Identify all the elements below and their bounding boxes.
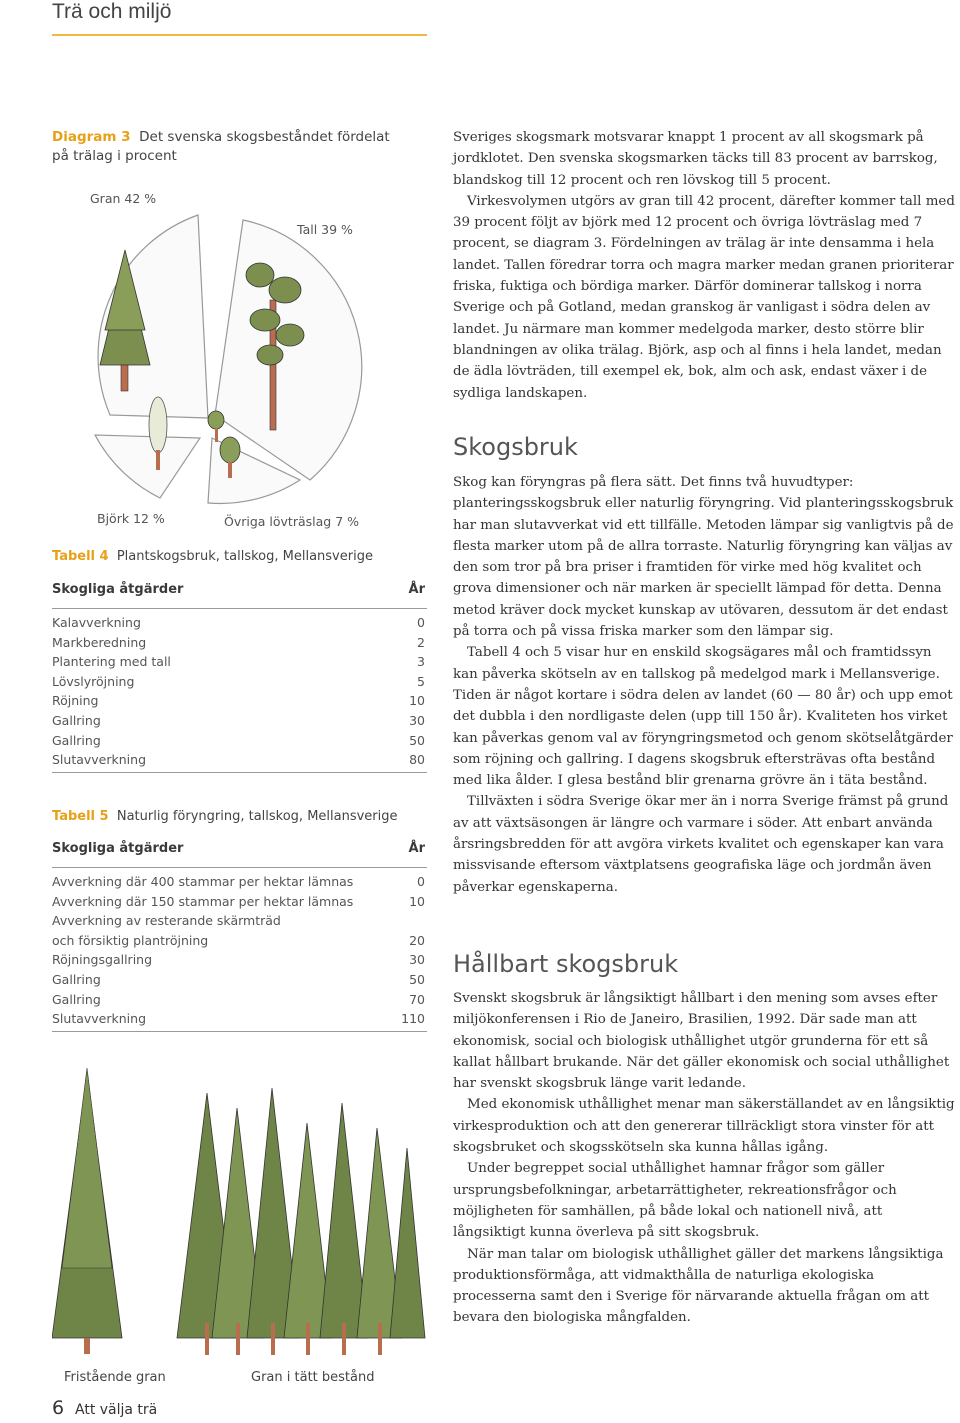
table-row bbox=[52, 672, 427, 692]
table-cell-year: 0 bbox=[417, 615, 425, 630]
table4-label: Tabell 4 bbox=[52, 549, 109, 564]
table-cell-action: Gallring bbox=[52, 732, 101, 748]
hallbart-paragraph: När man talar om biologisk uthållighet gäller det markens långsiktiga produktionsförmåga, att vidmakthålla de naturliga ekologiska processerna samt den i Sverige för närvarande aktuella frågan om att bevara den biologiska mångfalden. bbox=[453, 1246, 944, 1326]
table4-col-action: Skogliga åtgärder bbox=[52, 582, 184, 597]
table-row bbox=[52, 970, 427, 990]
table-row bbox=[52, 931, 427, 951]
table-cell-year: 30 bbox=[409, 712, 425, 728]
table-row bbox=[52, 990, 427, 1010]
table-row bbox=[52, 872, 427, 892]
pie-chart bbox=[40, 180, 420, 520]
table4-bottom-rule bbox=[52, 772, 427, 773]
pie-label-tall: Tall 39 % bbox=[297, 222, 353, 237]
diagram-title: Det svenska skogsbeståndet fördelat på trälag i procent bbox=[52, 129, 390, 164]
table-cell-year: 10 bbox=[409, 693, 425, 709]
table-cell-action: Avverkning där 150 stammar per hektar lämnas bbox=[52, 893, 354, 909]
pie-slice-gran bbox=[98, 215, 208, 418]
table5-title: Naturlig föryngring, tallskog, Mellansverige bbox=[116, 809, 398, 824]
table4-title: Plantskogsbruk, tallskog, Mellansverige bbox=[116, 549, 373, 564]
table-cell-action: och försiktig plantröjning bbox=[52, 932, 209, 948]
header-rule bbox=[52, 34, 427, 36]
table-cell-action: Gallring bbox=[52, 712, 101, 728]
table-cell-action: Slutavverkning bbox=[52, 1011, 147, 1027]
table-row bbox=[52, 691, 427, 711]
table-cell-year: 20 bbox=[409, 932, 425, 948]
table-cell-action: Röjning bbox=[52, 693, 99, 709]
footer-title: Att välja trä bbox=[75, 1402, 158, 1418]
skogsbruk-paragraph: Tabell 4 och 5 visar hur en enskild skogsägares mål och framtidssyn kan påverka skötseln av en tallskog på medelgod mark i Mellansverige. Tiden är något kortare i södra delen av landet (60 — 80 år) och upp emot det dubbla i den nordligaste delen (upp till 150 år). Kvaliteten hos virket kan påverkas genom val av föryngringsmetod och genom skötselåtgärder som röjning och gallring. I dagens skogsbruk eftersträvas ofta bestånd med lika ålder. I glesa bestånd blir grenarna grövre än i täta bestånd. bbox=[453, 645, 953, 789]
table5-col-year: År bbox=[408, 841, 425, 856]
table5-bottom-rule bbox=[52, 1031, 427, 1032]
hallbart-text bbox=[453, 988, 958, 1329]
intro-paragraph: Virkesvolymen utgörs av gran till 42 procent, därefter kommer tall med 39 procent följt av björk med 12 procent och övriga lövträslag med 7 procent, se diagram 3. Fördelningen av trälag är inte densamma i hela landet. Tallen föredrar torra och magra marker medan granen prioriterar friska, fuktiga och bördiga marker. Därför dominerar tallskog i norra Sverige och på Gotland, medan granskog är vanligast i södra delen av landet. Ju närmare man kommer medelgoda marker, desto större blir blandningen av olika trälag. Björk, asp och al finns i hela landet, medan de ädla lövträden, till exempel ek, bok, alm och ask, endast växer i de sydliga landskapen. bbox=[453, 193, 955, 401]
table-cell-action: Markberedning bbox=[52, 634, 147, 650]
table-row bbox=[52, 911, 427, 931]
intro-text bbox=[453, 127, 958, 404]
table-row bbox=[52, 613, 427, 633]
caption-solitary-spruce: Fristående gran bbox=[64, 1370, 166, 1385]
table-cell-year: 110 bbox=[401, 1011, 425, 1027]
table-cell-action: Röjningsgallring bbox=[52, 952, 153, 968]
table-row bbox=[52, 633, 427, 653]
running-head: Trä och miljö bbox=[52, 0, 172, 23]
table4 bbox=[52, 578, 427, 773]
table-row bbox=[52, 711, 427, 731]
page-number: 6 bbox=[52, 1397, 65, 1419]
table-cell-year: 30 bbox=[409, 952, 425, 968]
hallbart-paragraph: Under begreppet social uthållighet hamnar frågor som gäller ursprungsbefolkningar, arbetarrättigheter, rekreationsfrågor och möjligheten för samhällen, på både lokal och nationell nivå, att långsiktigt kunna överleva på sitt skogsbruk. bbox=[453, 1161, 897, 1241]
table-cell-year: 80 bbox=[409, 752, 425, 768]
table-row bbox=[52, 731, 427, 751]
table5-header bbox=[52, 837, 427, 868]
intro-paragraph: Sveriges skogsmark motsvarar knappt 1 procent av all skogsmark på jordklotet. Den svenska skogsmarken täcks till 83 procent av barrskog, blandskog till 12 procent och ren lövskog till 5 procent. bbox=[453, 130, 938, 188]
hallbart-paragraph: Med ekonomisk uthållighet menar man säkerställandet av en långsiktig virkesproduktion och att den genererar tillräckligt stora vinster för att skogsbruket och skogsskötseln ska kunna hållas igång. bbox=[453, 1097, 955, 1156]
table-cell-action: Lövslyröjning bbox=[52, 673, 135, 689]
table-row bbox=[52, 892, 427, 912]
spruce-forest-illustration bbox=[52, 1068, 427, 1358]
skogsbruk-paragraph: Skog kan föryngras på flera sätt. Det finns två huvudtyper: planteringsskogsbruk eller naturlig föryngring. Vid planteringsskogsbruk har man slutavverkat vid ett tillfälle. Metoden lämpar sig vanligtvis på de flesta marker utom på de allra torraste. Naturlig föryngring kan väljas av den som tror på bra priser i framtiden för virke med hög kvalitet och grova dimensioner och när marken är speciellt lämpad för detta. Denna metod kräver dock mycket kunskap av utövaren, dessutom är det endast på torra och på vissa friska marker som den lämpar sig. bbox=[453, 475, 954, 640]
table5-caption bbox=[52, 809, 398, 824]
table-cell-year: 5 bbox=[417, 673, 425, 689]
table-cell-year: 10 bbox=[409, 893, 425, 909]
table-cell-action: Avverkning där 400 stammar per hektar lämnas bbox=[52, 874, 354, 889]
pie-label-bjork: Björk 12 % bbox=[97, 511, 165, 526]
table5-label: Tabell 5 bbox=[52, 809, 109, 824]
table-row bbox=[52, 1009, 427, 1029]
heading-hallbart-skogsbruk: Hållbart skogsbruk bbox=[453, 950, 679, 978]
table-row bbox=[52, 652, 427, 672]
table5 bbox=[52, 837, 427, 1032]
diagram-label: Diagram 3 bbox=[52, 129, 131, 145]
table-cell-year: 2 bbox=[417, 634, 425, 650]
skogsbruk-paragraph: Tillväxten i södra Sverige ökar mer än i norra Sverige främst på grund av att växtsäsongen är längre och varmare i söder. Att enbart använda årsringsbredden för att avgöra virkets kvalitet och egenskaper kan vara missvisande eftersom växtplatsens geografiska läge och jordmån även påverkar egenskaperna. bbox=[453, 794, 949, 895]
table-cell-action: Slutavverkning bbox=[52, 752, 147, 768]
caption-dense-spruce: Gran i tätt bestånd bbox=[251, 1370, 375, 1385]
table-cell-year: 3 bbox=[417, 654, 425, 670]
table-cell-action: Avverkning av resterande skärmträd bbox=[52, 913, 281, 929]
dense-spruce-stand-icon bbox=[177, 1088, 425, 1355]
skogsbruk-text bbox=[453, 472, 958, 898]
pie-label-gran: Gran 42 % bbox=[90, 191, 157, 206]
table-cell-year: 0 bbox=[417, 874, 425, 889]
table5-col-action: Skogliga åtgärder bbox=[52, 841, 184, 856]
table-cell-action: Gallring bbox=[52, 991, 101, 1007]
solitary-spruce-icon bbox=[52, 1068, 122, 1354]
heading-skogsbruk: Skogsbruk bbox=[453, 433, 578, 461]
table-cell-action: Plantering med tall bbox=[52, 654, 171, 670]
table-cell-action: Kalavverkning bbox=[52, 615, 141, 630]
table4-caption bbox=[52, 549, 373, 564]
pie-label-ovriga: Övriga lövträslag 7 % bbox=[224, 514, 359, 529]
table-row bbox=[52, 950, 427, 970]
table4-col-year: År bbox=[408, 582, 425, 597]
table-cell-action: Gallring bbox=[52, 971, 101, 987]
table-row bbox=[52, 750, 427, 770]
table-cell-year: 50 bbox=[409, 732, 425, 748]
diagram-caption bbox=[52, 128, 392, 166]
hallbart-paragraph: Svenskt skogsbruk är långsiktigt hållbart i den mening som avses efter miljökonferensen i Rio de Janeiro, Brasilien, 1992. Där sade man att ekonomisk, social och biologisk uthållighet utgör grunderna för ett så kallat hållbart brukande. När det gäller ekonomisk och social uthållighet har svenskt skogsbruk länge varit ledande. bbox=[453, 991, 950, 1092]
table-cell-year: 50 bbox=[409, 971, 425, 987]
table4-header bbox=[52, 578, 427, 609]
table-cell-year: 70 bbox=[409, 991, 425, 1007]
